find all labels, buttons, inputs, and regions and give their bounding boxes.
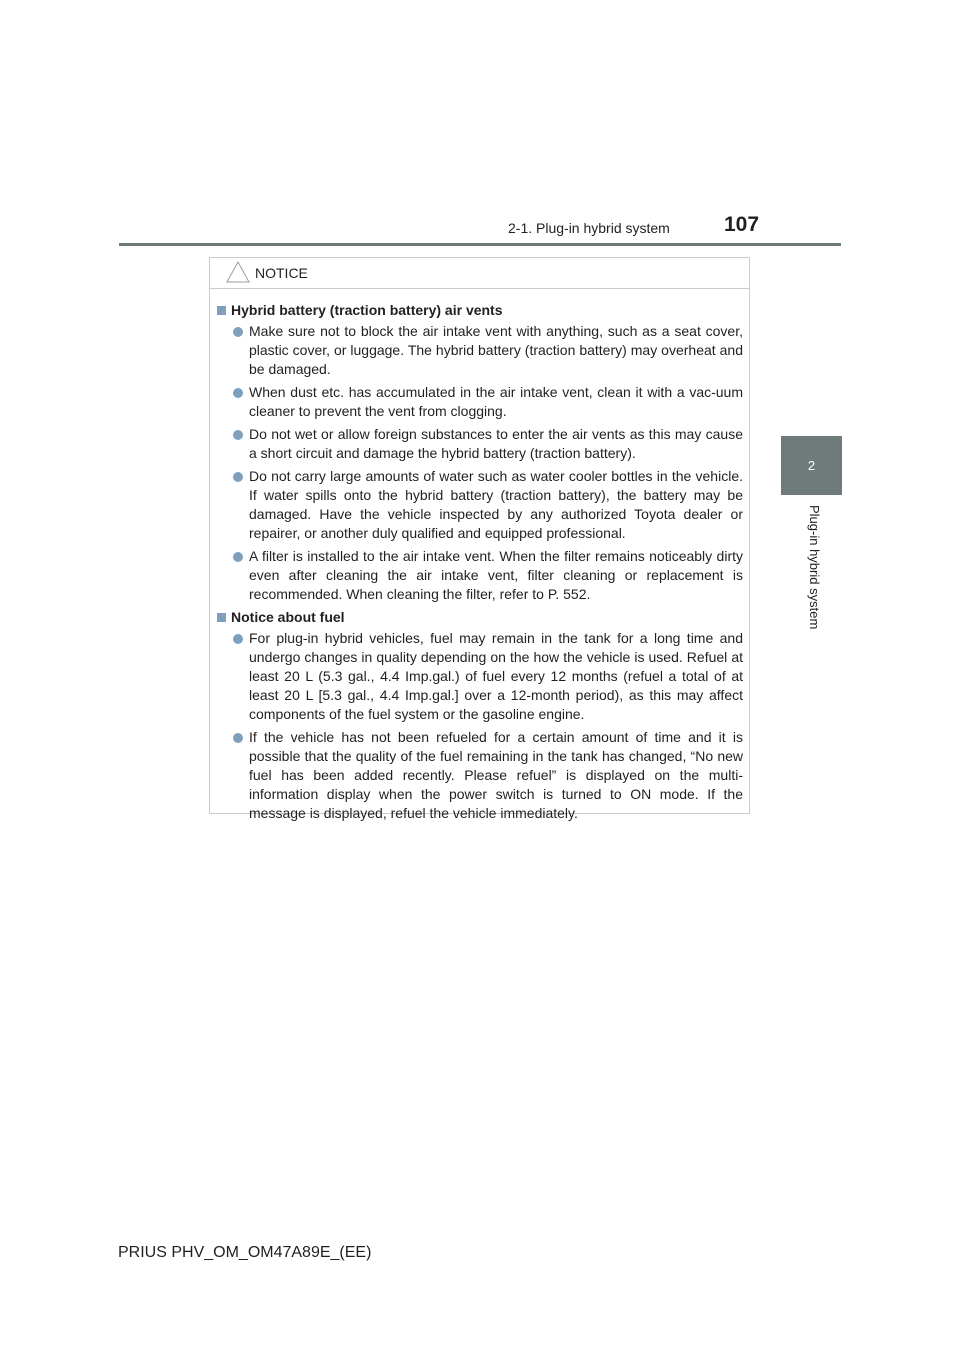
- square-bullet-icon: [217, 613, 226, 622]
- dot-bullet-icon: [233, 472, 243, 482]
- dot-bullet-icon: [233, 634, 243, 644]
- list-item: [216, 425, 743, 463]
- warning-triangle-icon: [226, 260, 250, 284]
- notice-body: [210, 289, 749, 823]
- document-id: PRIUS PHV_OM_OM47A89E_(EE): [118, 1244, 372, 1261]
- dot-bullet-icon: [233, 552, 243, 562]
- list-item-text: Do not wet or allow foreign substances to enter the air vents as this may cause a short circuit and damage the hybrid battery (traction battery).: [249, 426, 743, 461]
- section-heading-text: Hybrid battery (traction battery) air vents: [231, 302, 503, 318]
- list-item: [216, 728, 743, 823]
- list-item: [216, 547, 743, 604]
- dot-bullet-icon: [233, 327, 243, 337]
- notice-header: [210, 258, 749, 289]
- notice-title: NOTICE: [255, 265, 308, 281]
- list-item-text: If the vehicle has not been refueled for a certain amount of time and it is possible that the quality of the fuel remaining in the tank has changed, “No new fuel has been added recently. Please refuel” is displayed on the multi-information display when the power switch is turned to ON mode. If the message is displayed, refuel the vehicle immediately.: [249, 729, 743, 821]
- list-item-text: For plug-in hybrid vehicles, fuel may remain in the tank for a long time and undergo changes in quality depending on the how the vehicle is used. Refuel at least 20 L (5.3 gal., 4.4 Imp.gal.) of fuel every 12 months (refuel a total of at least 20 L [5.3 gal., 4.4 Imp.gal.] over a 12-month period), as this may affect components of the fuel system or the gasoline engine.: [249, 630, 743, 722]
- chapter-label: Plug-in hybrid system: [807, 505, 822, 630]
- list-item-text: When dust etc. has accumulated in the air intake vent, clean it with a vac-uum cleaner to prevent the vent from clogging.: [249, 384, 743, 419]
- dot-bullet-icon: [233, 733, 243, 743]
- section-title: 2-1. Plug-in hybrid system: [508, 220, 670, 236]
- dot-bullet-icon: [233, 388, 243, 398]
- dot-bullet-icon: [233, 430, 243, 440]
- list-item-text: A filter is installed to the air intake vent. When the filter remains noticeably dirty even after cleaning the air intake vent, filter cleaning or replacement is recommended. When cleaning the filter, refer to P. 552.: [249, 548, 743, 602]
- section-heading: [216, 301, 743, 320]
- chapter-number: 2: [807, 458, 816, 473]
- page-number: 107: [724, 213, 760, 236]
- chapter-tab: [781, 436, 842, 495]
- list-item: [216, 467, 743, 543]
- header-divider: [119, 243, 841, 246]
- list-item: [216, 383, 743, 421]
- list-item: [216, 322, 743, 379]
- list-item-text: Make sure not to block the air intake vent with anything, such as a seat cover, plastic cover, or luggage. The hybrid battery (traction battery) may overheat and be damaged.: [249, 323, 743, 377]
- section-heading: [216, 608, 743, 627]
- list-item: [216, 629, 743, 724]
- list-item-text: Do not carry large amounts of water such as water cooler bottles in the vehicle. If water spills onto the hybrid battery (traction battery), the battery may be damaged. Have the vehicle inspected by any authorized Toyota dealer or repairer, or another duly qualified and equipped professional.: [249, 468, 743, 541]
- section-heading-text: Notice about fuel: [231, 609, 345, 625]
- notice-box: [209, 257, 750, 821]
- square-bullet-icon: [217, 306, 226, 315]
